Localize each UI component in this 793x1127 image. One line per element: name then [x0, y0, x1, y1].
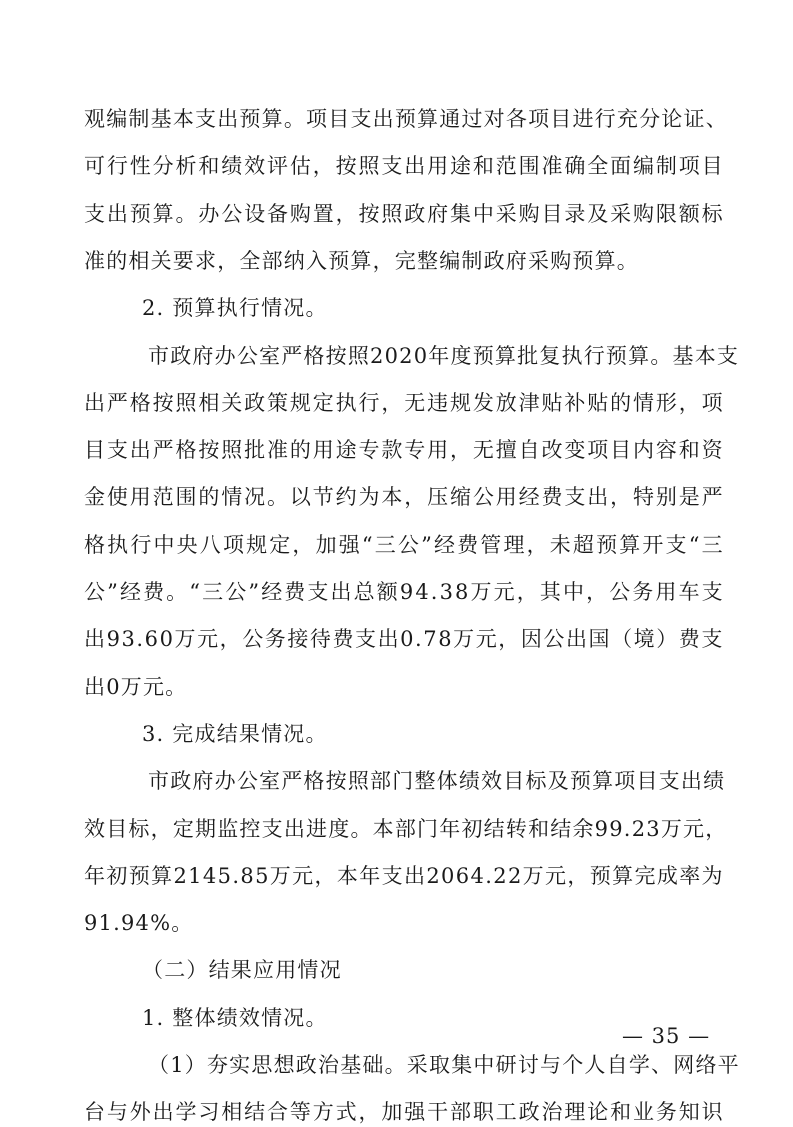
paragraph-line: 年 初 预 算 2 1 4 5 . 8 5 万 元 ， 本 年 支 出 2 0 6 4 . 2 2 万 元 ， 预 算 完 成 率 为 — [84, 863, 724, 888]
paragraph-line: 准的相关要求，全部纳入预算，完整编制政府采购预算。 — [84, 248, 639, 273]
section-heading: 1. 整体绩效情况。 — [142, 1005, 328, 1030]
section-heading: 2. 预算执行情况。 — [142, 296, 328, 321]
paragraph-line: 市 政 府 办 公 室 严 格 按 照 2 0 2 0 年 度 预 算 批 复 执 行 预 算 。 基 本 支 — [148, 343, 740, 368]
section-heading: （二）结果应用情况 — [142, 958, 342, 983]
section-heading: 3. 完成结果情况。 — [142, 721, 328, 746]
paragraph-line: 出0万元。 — [84, 674, 188, 699]
paragraph-line: （ 1 ） 夯 实 思 想 政 治 基 础 。 采 取 集 中 研 讨 与 个 人 自 学 、 网 络 平 — [148, 1053, 740, 1077]
paragraph-line: 支 出 预 算 。 办 公 设 备 购 置 ， 按 照 政 府 集 中 采 购 目 录 及 采 购 限 额 标 — [84, 201, 724, 226]
paragraph-line: 公 ” 经 费 。 “ 三 公 ” 经 费 支 出 总 额 9 4 . 3 8 万 元 ， 其 中 ， 公 务 用 车 支 — [84, 580, 724, 604]
paragraph-line: 格 执 行 中 央 八 项 规 定 ， 加 强 “ 三 公 ” 经 费 管 理 ， 未 超 预 算 开 支 “ 三 — [84, 532, 724, 557]
paragraph-line: 目 支 出 严 格 按 照 批 准 的 用 途 专 款 专 用 ， 无 擅 自 改 变 项 目 内 容 和 资 — [84, 438, 724, 463]
paragraph-line: 效 目 标 ， 定 期 监 控 支 出 进 度 。 本 部 门 年 初 结 转 和 结 余 9 9 . 2 3 万 元 ， — [84, 816, 728, 841]
paragraph-line: 可 行 性 分 析 和 绩 效 评 估 ， 按 照 支 出 用 途 和 范 围 准 确 全 面 编 制 项 目 — [84, 154, 724, 179]
paragraph-line: 观 编 制 基 本 支 出 预 算 。 项 目 支 出 预 算 通 过 对 各 项 目 进 行 充 分 论 证 、 — [84, 107, 728, 131]
paragraph-line: 金 使 用 范 围 的 情 况 。 以 节 约 为 本 ， 压 缩 公 用 经 费 支 出 ， 特 别 是 严 — [84, 485, 724, 510]
paragraph-line: 市 政 府 办 公 室 严 格 按 照 部 门 整 体 绩 效 目 标 及 预 算 项 目 支 出 绩 — [148, 769, 726, 794]
paragraph-line: 出 严 格 按 照 相 关 政 策 规 定 执 行 ， 无 违 规 发 放 津 贴 补 贴 的 情 形 ， 项 — [84, 390, 724, 415]
paragraph-line: 出 9 3 . 6 0 万 元 ， 公 务 接 待 费 支 出 0 . 7 8 万 元 ， 因 公 出 国 （ 境 ） 费 支 — [84, 627, 724, 652]
paragraph-line: 91.94%。 — [84, 911, 194, 936]
page-number: — 35 — — [622, 1024, 711, 1048]
paragraph-line: 台 与 外 出 学 习 相 结 合 等 方 式 ， 加 强 干 部 职 工 政 治 理 论 和 业 务 知 识 — [84, 1100, 724, 1125]
